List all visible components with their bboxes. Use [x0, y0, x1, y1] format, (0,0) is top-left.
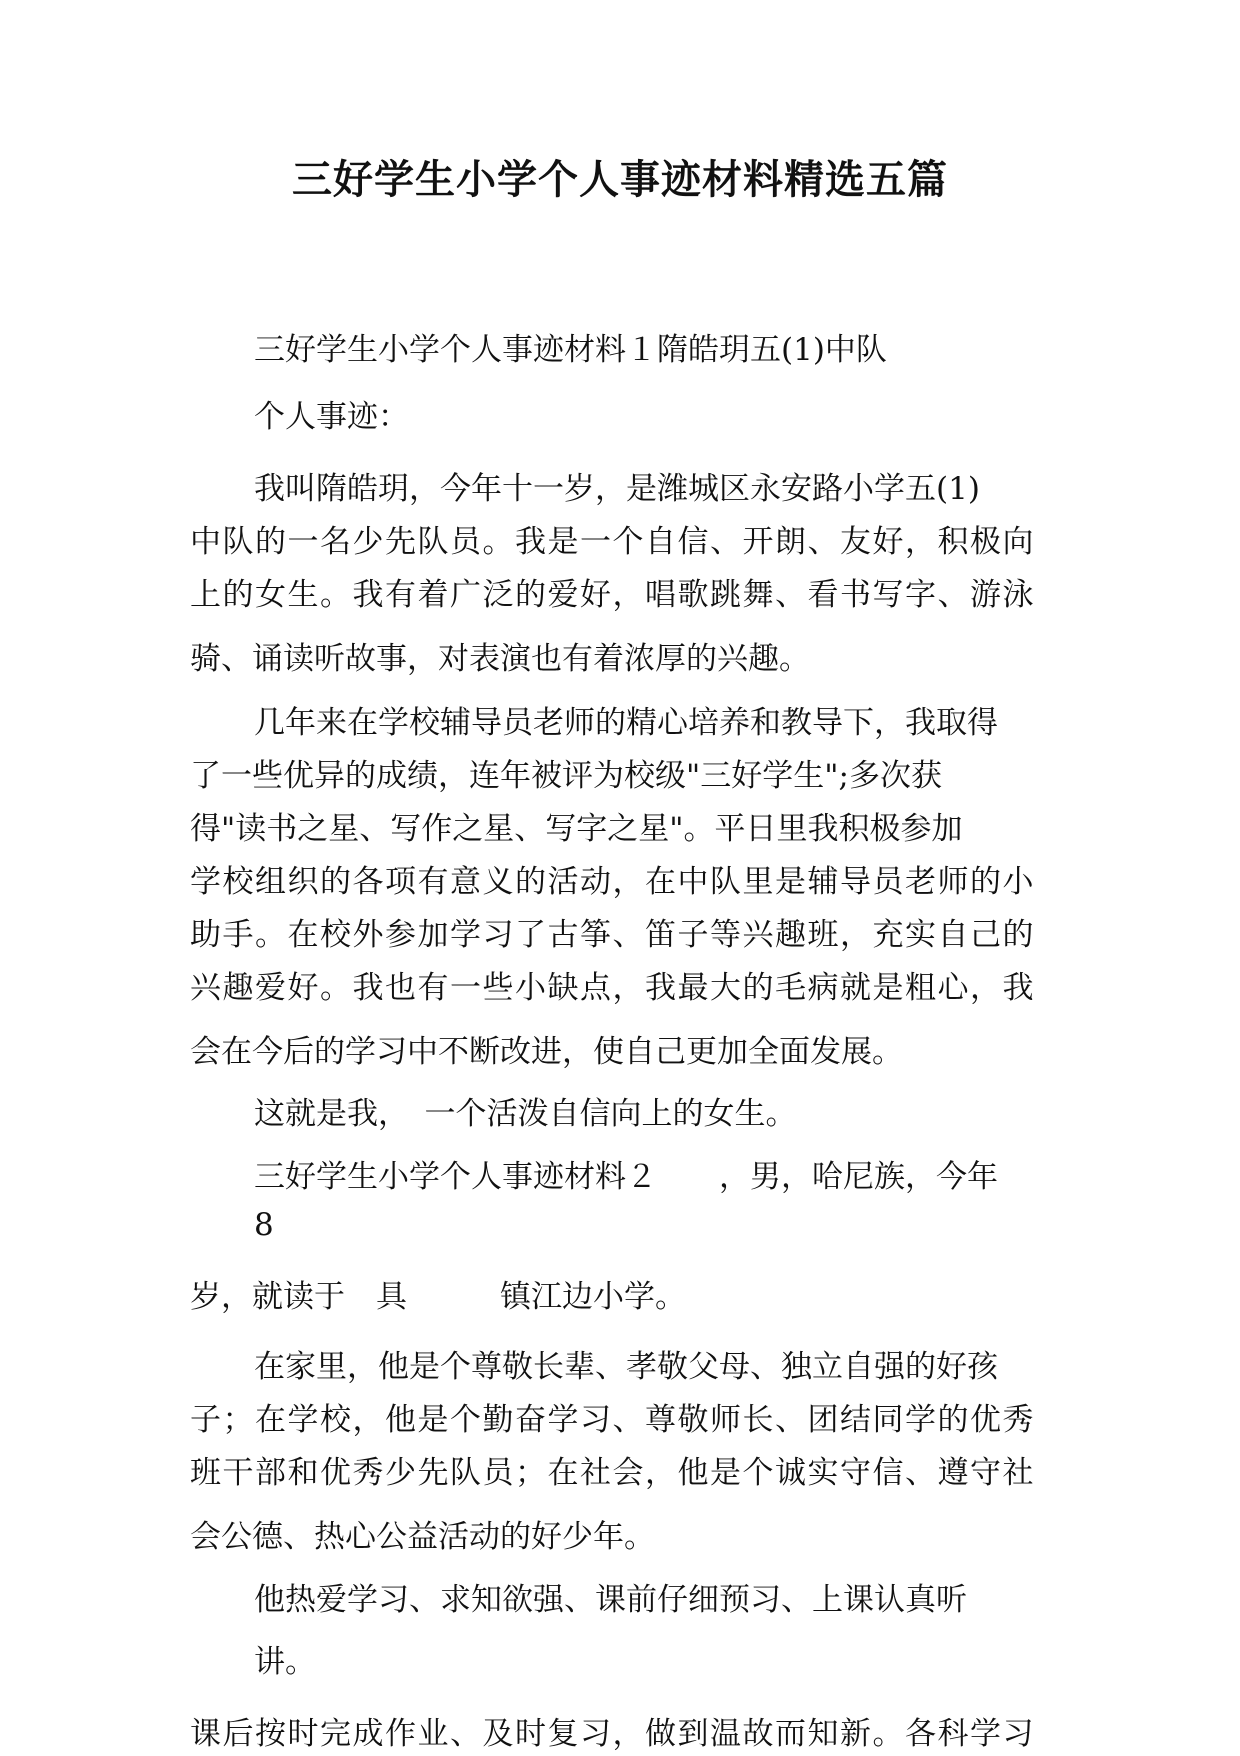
- text-line: 他热爱学习、求知欲强、课前仔细预习、上课认真听: [254, 1582, 967, 1618]
- text-line: 这就是我， 一个活泼自信向上的女生。: [254, 1096, 797, 1132]
- text-line: 上的女生。我有着广泛的爱好，唱歌跳舞、看书写字、游泳: [190, 577, 1035, 613]
- text-line: 中队的一名少先队员。我是一个自信、开朗、友好，积极向: [190, 524, 1035, 560]
- text-line: 8: [254, 1207, 274, 1243]
- text-line: 了一些优异的成绩，连年被评为校级"三好学生";多次获: [190, 758, 942, 794]
- text-line: 助手。在校外参加学习了古筝、笛子等兴趣班，充实自己的: [190, 917, 1035, 953]
- text-line: 在家里，他是个尊敬长辈、孝敬父母、独立自强的好孩: [254, 1349, 998, 1385]
- text-line: 子；在学校，他是个勤奋学习、尊敬师长、团结同学的优秀: [190, 1402, 1035, 1438]
- text-line: 个人事迹：: [254, 399, 409, 435]
- text-line: 兴趣爱好。我也有一些小缺点，我最大的毛病就是粗心，我: [190, 970, 1035, 1006]
- text-line: 学校组织的各项有意义的活动，在中队里是辅导员老师的小: [190, 864, 1035, 900]
- text-line: 班干部和优秀少先队员；在社会，他是个诚实守信、遵守社: [190, 1455, 1035, 1491]
- text-line: 会在今后的学习中不断改进，使自己更加全面发展。: [190, 1034, 903, 1070]
- text-line: 会公德、热心公益活动的好少年。: [190, 1519, 655, 1555]
- text-line: 我叫隋皓玥，今年十一岁，是潍城区永安路小学五(1): [254, 471, 980, 507]
- document-title: 三好学生小学个人事迹材料精选五篇: [292, 157, 948, 203]
- text-line: 讲。: [254, 1644, 316, 1680]
- text-line: 课后按时完成作业、及时复习，做到温故而知新。各科学习: [190, 1716, 1035, 1752]
- section-heading-1: 三好学生小学个人事迹材料１隋皓玥五(1)中队: [254, 332, 887, 368]
- text-line: 得"读书之星、写作之星、写字之星"。平日里我积极参加: [190, 811, 963, 847]
- text-line: 几年来在学校辅导员老师的精心培养和教导下，我取得: [254, 705, 998, 741]
- text-line: 岁，就读于 具 镇江边小学。: [190, 1279, 686, 1315]
- text-line: 骑、诵读听故事，对表演也有着浓厚的兴趣。: [190, 641, 810, 677]
- section-heading-2: 三好学生小学个人事迹材料２ ，男，哈尼族，今年: [254, 1159, 998, 1195]
